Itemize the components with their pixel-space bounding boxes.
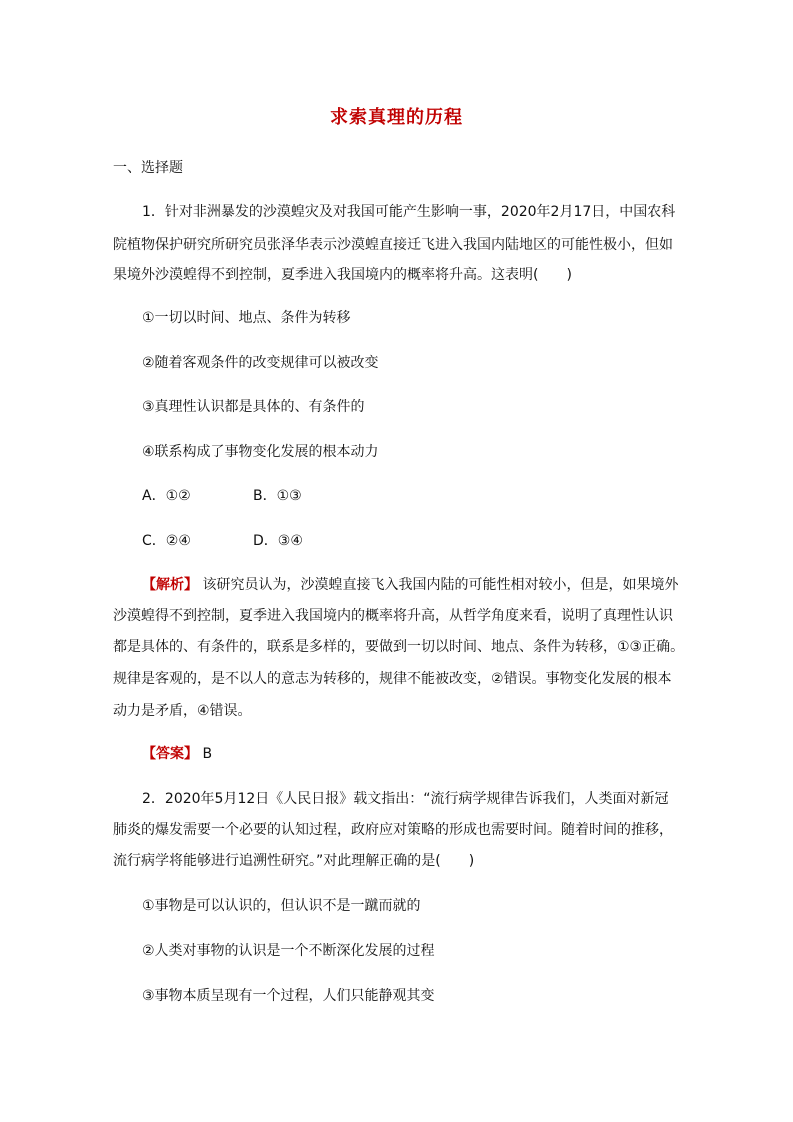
q1-statement-1: ①一切以时间、地点、条件为转移 [142,310,351,326]
q1-stem-line-2: 院植物保护研究所研究员张泽华表示沙漠蝗直接迁飞进入我国内陆地区的可能性极小，但如 [113,237,673,253]
analysis-tag: 【解析】 [142,577,198,593]
q1-analysis-line-1 [142,575,678,595]
q1-stem-line-3: 果境外沙漠蝗得不到控制，夏季进入我国境内的概率将升高。这表明( ) [113,267,572,283]
q2-statement-2: ②人类对事物的认识是一个不断深化发展的过程 [142,943,435,959]
q1-option-a: A．①② [142,488,191,504]
q2-statement-1: ①事物是可以认识的，但认识不是一蹴而就的 [142,898,421,914]
q1-answer-line [142,744,212,764]
section-heading: 一、选择题 [113,160,183,176]
q1-answer-value: B [202,746,213,762]
q2-stem-line-1: 2．2020年5月12日《人民日报》载文指出：“流行病学规律告诉我们，人类面对新冠 [142,791,669,807]
q2-stem-line-3: 流行病学将能够进行追溯性研究。”对此理解正确的是( ) [113,853,475,869]
q1-analysis-line-5: 动力是矛盾，④错误。 [113,703,252,719]
answer-tag: 【答案】 [142,746,198,762]
q1-option-c: C．②④ [142,533,191,549]
q2-stem-line-2: 肺炎的爆发需要一个必要的认知过程，政府应对策略的形成也需要时间。随着时间的推移， [113,822,673,838]
page-title: 求索真理的历程 [330,107,463,128]
q1-analysis-line-3: 都是具体的、有条件的，联系是多样的，要做到一切以时间、地点、条件为转移，①③正确。 [113,639,685,655]
q1-option-b: B．①③ [253,488,302,504]
q1-statement-2: ②随着客观条件的改变规律可以被改变 [142,355,379,371]
q1-analysis-line-2: 沙漠蝗得不到控制，夏季进入我国境内的概率将升高，从哲学角度来看，说明了真理性认识 [113,608,673,624]
q2-statement-3: ③事物本质呈现有一个过程，人们只能静观其变 [142,988,435,1004]
q1-analysis-text-1: 该研究员认为，沙漠蝗直接飞入我国内陆的可能性相对较小，但是，如果境外 [202,577,679,593]
q1-statement-3: ③真理性认识都是具体的、有条件的 [142,399,365,415]
q1-stem-line-1: 1．针对非洲暴发的沙漠蝗灾及对我国可能产生影响一事，2020年2月17日，中国农科 [142,204,676,220]
q1-option-d: D．③④ [253,533,303,549]
q1-analysis-line-4: 规律是客观的，是不以人的意志为转移的，规律不能被改变，②错误。事物变化发展的根本 [113,671,672,687]
q1-statement-4: ④联系构成了事物变化发展的根本动力 [142,444,379,460]
